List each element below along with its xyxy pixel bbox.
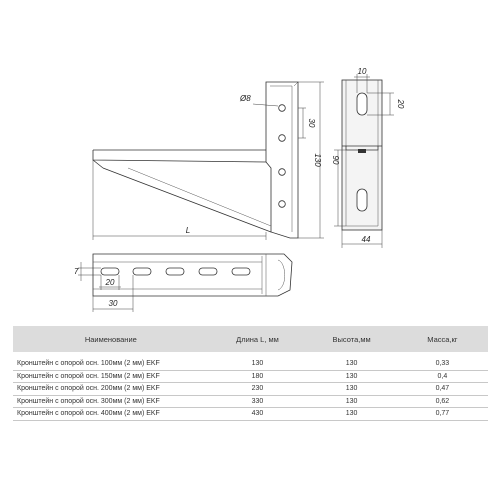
slot-length-label: 20 [396, 99, 405, 109]
cell-length: 430 [209, 408, 307, 421]
top-slot [166, 268, 184, 275]
length-label: L [185, 226, 191, 235]
slot-width-label: 10 [357, 67, 367, 76]
cell-name: Кронштейн с опорой осн. 300мм (2 мм) EKF [13, 395, 209, 408]
first-slot-offset-label: 30 [108, 299, 118, 308]
table-row [13, 358, 488, 370]
cell-mass: 0,33 [397, 358, 488, 370]
hole-diameter-label: Ø8 [240, 94, 251, 103]
cell-mass: 0,77 [397, 408, 488, 421]
col-header-length: Длина L, мм [209, 326, 307, 352]
top-slot [232, 268, 250, 275]
post-hole [279, 105, 286, 112]
table-row [13, 370, 488, 383]
table-row [13, 408, 488, 421]
cell-mass: 0,62 [397, 395, 488, 408]
hole-pitch-label: 30 [307, 118, 316, 128]
top-slot [101, 268, 119, 275]
col-header-mass: Масса,кг [397, 326, 488, 352]
width-label: 44 [361, 235, 371, 244]
top-slot [133, 268, 151, 275]
cell-name: Кронштейн с опорой осн. 150мм (2 мм) EKF [13, 370, 209, 383]
slot-step-label: 20 [105, 278, 115, 287]
cell-mass: 0,4 [397, 370, 488, 383]
cell-height: 130 [306, 383, 396, 396]
table-row [13, 383, 488, 396]
cell-length: 180 [209, 370, 307, 383]
cell-length: 230 [209, 383, 307, 396]
flange-thickness-label: 7 [74, 267, 79, 276]
spec-table [13, 326, 488, 421]
end-slot [357, 93, 367, 115]
table-header-row [13, 326, 488, 352]
top-view [74, 254, 292, 312]
top-slot [199, 268, 217, 275]
table-row [13, 395, 488, 408]
cell-height: 130 [306, 395, 396, 408]
cell-name: Кронштейн с опорой осн. 400мм (2 мм) EKF [13, 408, 209, 421]
cell-length: 130 [209, 358, 307, 370]
cell-name: Кронштейн с опорой осн. 200мм (2 мм) EKF [13, 383, 209, 396]
end-slot [357, 189, 367, 211]
col-header-height: Высота,мм [306, 326, 396, 352]
post-hole [279, 135, 286, 142]
end-view [331, 67, 405, 248]
col-header-name: Наименование [13, 326, 209, 352]
post-hole [279, 201, 286, 208]
cell-mass: 0,47 [397, 383, 488, 396]
height-label: 130 [313, 153, 322, 167]
post-hole [279, 169, 286, 176]
cell-height: 130 [306, 370, 396, 383]
side-view [93, 82, 324, 240]
cell-height: 130 [306, 408, 396, 421]
inner-height-label: 90 [331, 155, 340, 165]
cell-height: 130 [306, 358, 396, 370]
cell-name: Кронштейн с опорой осн. 100мм (2 мм) EKF [13, 358, 209, 370]
cell-length: 330 [209, 395, 307, 408]
